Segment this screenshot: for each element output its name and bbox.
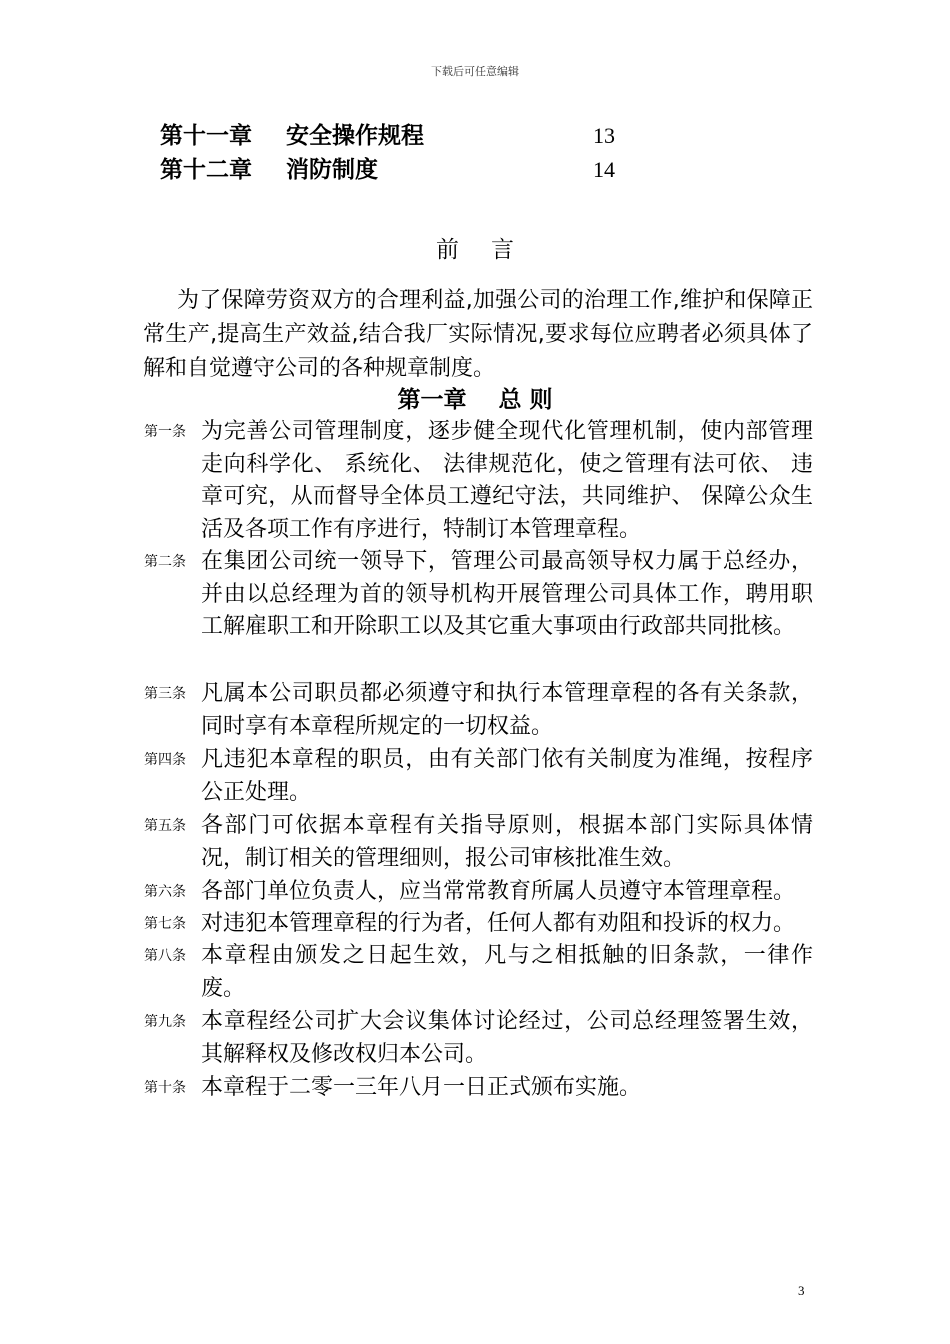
article-text: 本章程于二零一三年八月一日正式颁布实施。	[201, 1075, 642, 1100]
article	[144, 940, 814, 1005]
article-text: 各部门可依据本章程有关指导原则，根据本部门实际具体情况，制订相关的管理细则，报公司审核批准生效。	[201, 813, 813, 871]
article-label: 第十条	[144, 1080, 186, 1096]
article	[144, 1072, 814, 1105]
article	[144, 744, 814, 809]
article-text: 本章程经公司扩大会议集体讨论经过，公司总经理签署生效，其解释权及修改权归本公司。	[201, 1009, 813, 1067]
article	[144, 908, 814, 941]
chapter-heading: 第一章 总 则	[397, 387, 553, 413]
article	[144, 1006, 814, 1071]
toc-title: 消防制度	[286, 157, 378, 183]
toc-page-number: 13	[593, 123, 615, 148]
toc-chapter: 第十一章	[160, 123, 252, 149]
article-label: 第九条	[144, 1014, 186, 1030]
article-text: 对违犯本管理章程的行为者，任何人都有劝阻和投诉的权力。	[201, 911, 796, 936]
article-label: 第三条	[144, 686, 186, 702]
page-header: 下载后可任意编辑	[431, 65, 519, 78]
article-label: 第六条	[144, 884, 186, 900]
article-text: 本章程由颁发之日起生效，凡与之相抵触的旧条款，一律作废。	[201, 943, 813, 1001]
toc-title: 安全操作规程	[286, 123, 424, 149]
article-label: 第八条	[144, 948, 186, 964]
article	[144, 546, 814, 644]
article	[144, 678, 814, 743]
toc-chapter: 第十二章	[160, 157, 252, 183]
article-text: 各部门单位负责人，应当常常教育所属人员遵守本管理章程。	[201, 879, 796, 904]
article-text: 为完善公司管理制度，逐步健全现代化管理机制，使内部管理走向科学化、 系统化、 法律规范化，使之管理有法可依、 违章可究，从而督导全体员工遵纪守法，共同维护、 保障公众生活及各项工作有序进行，特制订本管理章程。	[201, 419, 813, 542]
article	[144, 876, 814, 909]
preface-body: 为了保障劳资双方的合理利益,加强公司的治理工作,维护和保障正常生产,提高生产效益,结合我厂实际情况,要求每位应聘者必须具体了解和自觉遵守公司的各种规章制度。	[143, 288, 813, 381]
article-label: 第五条	[144, 818, 186, 834]
article-text: 在集团公司统一领导下，管理公司最高领导权力属于总经办，并由以总经理为首的领导机构开展管理公司具体工作，聘用职工解雇职工和开除职工以及其它重大事项由行政部共同批核。	[201, 549, 813, 639]
article-label: 第七条	[144, 916, 186, 932]
toc-page-number: 14	[593, 157, 615, 182]
article-label: 第二条	[144, 554, 186, 570]
article	[144, 416, 814, 546]
article	[144, 810, 814, 875]
article-text: 凡违犯本章程的职员，由有关部门依有关制度为准绳，按程序公正处理。	[201, 747, 813, 805]
article-text: 凡属本公司职员都必须遵守和执行本管理章程的各有关条款，同时享有本章程所规定的一切权益。	[201, 681, 813, 739]
article-label: 第一条	[144, 424, 186, 440]
preface-heading: 前言	[436, 237, 546, 263]
page-number: 3	[798, 1283, 805, 1298]
article-label: 第四条	[144, 752, 186, 768]
